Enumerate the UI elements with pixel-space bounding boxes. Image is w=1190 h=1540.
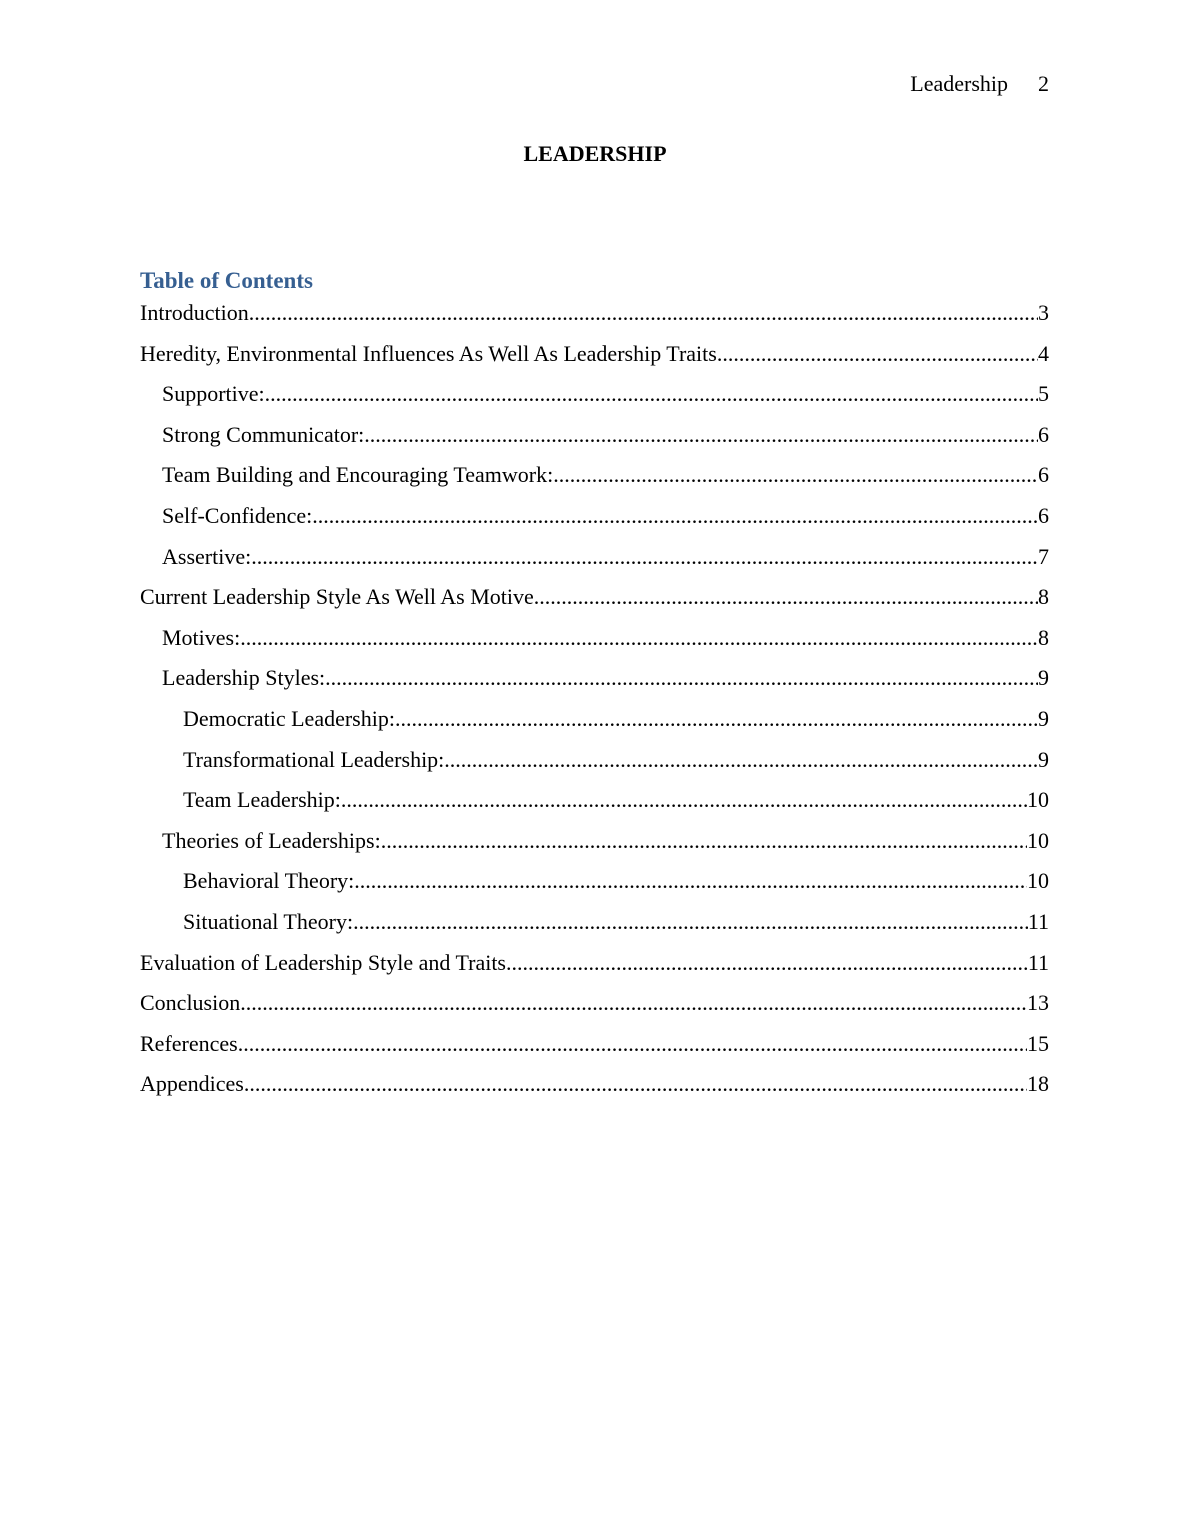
toc-entry-page: 4 (1038, 340, 1049, 366)
toc-entry-page: 10 (1027, 827, 1049, 853)
toc-entry-page: 9 (1038, 746, 1049, 772)
toc-entry[interactable] (140, 503, 1049, 544)
dot-leader (553, 462, 1038, 488)
toc-entry[interactable] (140, 584, 1049, 625)
toc-entry-label: Current Leadership Style As Well As Motive (140, 584, 534, 610)
toc-entry[interactable] (140, 381, 1049, 422)
dot-leader (240, 625, 1038, 651)
toc-entry-label: Behavioral Theory: (183, 868, 355, 894)
toc-entry-page: 9 (1038, 665, 1049, 691)
toc-entry[interactable] (140, 868, 1049, 909)
dot-leader (312, 503, 1038, 529)
toc-entry-page: 10 (1027, 868, 1049, 894)
toc-entry[interactable] (140, 422, 1049, 463)
dot-leader (238, 1031, 1027, 1057)
toc-entry-label: Team Leadership: (183, 787, 341, 813)
toc-entry[interactable] (140, 1031, 1049, 1072)
toc-entry-page: 11 (1027, 908, 1049, 934)
table-of-contents (140, 300, 1049, 1112)
toc-entry-page: 15 (1027, 1030, 1049, 1056)
toc-entry-label: Assertive: (162, 543, 252, 569)
dot-leader (717, 341, 1038, 367)
toc-entry-page: 8 (1038, 584, 1049, 610)
toc-entry-label: Conclusion (140, 990, 241, 1016)
toc-entry-label: References (140, 1030, 238, 1056)
toc-entry-page: 8 (1038, 624, 1049, 650)
dot-leader (506, 950, 1028, 976)
toc-entry-label: Theories of Leaderships: (162, 827, 381, 853)
toc-entry[interactable] (140, 665, 1049, 706)
toc-entry-label: Evaluation of Leadership Style and Traits (140, 949, 506, 975)
dot-leader (244, 1071, 1027, 1097)
toc-entry-page: 6 (1038, 462, 1049, 488)
dot-leader (325, 665, 1038, 691)
toc-entry-label: Heredity, Environmental Influences As Well As Leadership Traits (140, 340, 717, 366)
toc-entry-page: 5 (1038, 381, 1049, 407)
dot-leader (395, 706, 1038, 732)
toc-entry[interactable] (140, 625, 1049, 666)
dot-leader (353, 909, 1028, 935)
running-header-title: Leadership (910, 71, 1008, 96)
toc-entry[interactable] (140, 300, 1049, 341)
dot-leader (364, 422, 1038, 448)
toc-entry-page: 9 (1038, 705, 1049, 731)
toc-entry[interactable] (140, 1071, 1049, 1112)
toc-entry-label: Introduction (140, 300, 249, 325)
toc-entry-page: 6 (1038, 502, 1049, 528)
dot-leader (240, 990, 1027, 1016)
toc-entry[interactable] (140, 341, 1049, 382)
toc-entry-page: 18 (1027, 1071, 1049, 1097)
dot-leader (444, 747, 1038, 773)
dot-leader (354, 868, 1027, 894)
document-title: LEADERSHIP (523, 141, 667, 166)
toc-entry-label: Team Building and Encouraging Teamwork: (162, 462, 554, 488)
toc-entry-label: Strong Communicator: (162, 421, 365, 447)
toc-entry[interactable] (140, 544, 1049, 585)
dot-leader (381, 828, 1027, 854)
running-header (910, 70, 1049, 98)
toc-entry[interactable] (140, 462, 1049, 503)
dot-leader (251, 544, 1038, 570)
toc-entry[interactable] (140, 990, 1049, 1031)
toc-entry-label: Situational Theory: (183, 908, 354, 934)
dot-leader (265, 381, 1038, 407)
toc-entry-page: 10 (1027, 787, 1049, 813)
toc-entry[interactable] (140, 950, 1049, 991)
toc-entry-label: Democratic Leadership: (183, 705, 395, 731)
toc-entry-page: 6 (1038, 421, 1049, 447)
toc-entry[interactable] (140, 787, 1049, 828)
toc-entry-label: Self-Confidence: (162, 502, 313, 528)
toc-entry-label: Leadership Styles: (162, 665, 326, 691)
toc-entry-page: 7 (1038, 543, 1049, 569)
toc-entry[interactable] (140, 909, 1049, 950)
toc-entry-page: 3 (1038, 300, 1049, 325)
dot-leader (534, 584, 1038, 610)
page-number: 2 (1038, 71, 1049, 96)
toc-entry[interactable] (140, 828, 1049, 869)
toc-entry-label: Motives: (162, 624, 241, 650)
toc-heading: Table of Contents (140, 268, 313, 293)
toc-entry-label: Transformational Leadership: (183, 746, 445, 772)
toc-entry-label: Supportive: (162, 381, 265, 407)
toc-entry-page: 13 (1027, 990, 1049, 1016)
toc-entry[interactable] (140, 747, 1049, 788)
toc-entry-page: 11 (1027, 949, 1049, 975)
toc-entry[interactable] (140, 706, 1049, 747)
toc-entry-label: Appendices (140, 1071, 244, 1097)
dot-leader (249, 300, 1038, 326)
dot-leader (341, 787, 1027, 813)
